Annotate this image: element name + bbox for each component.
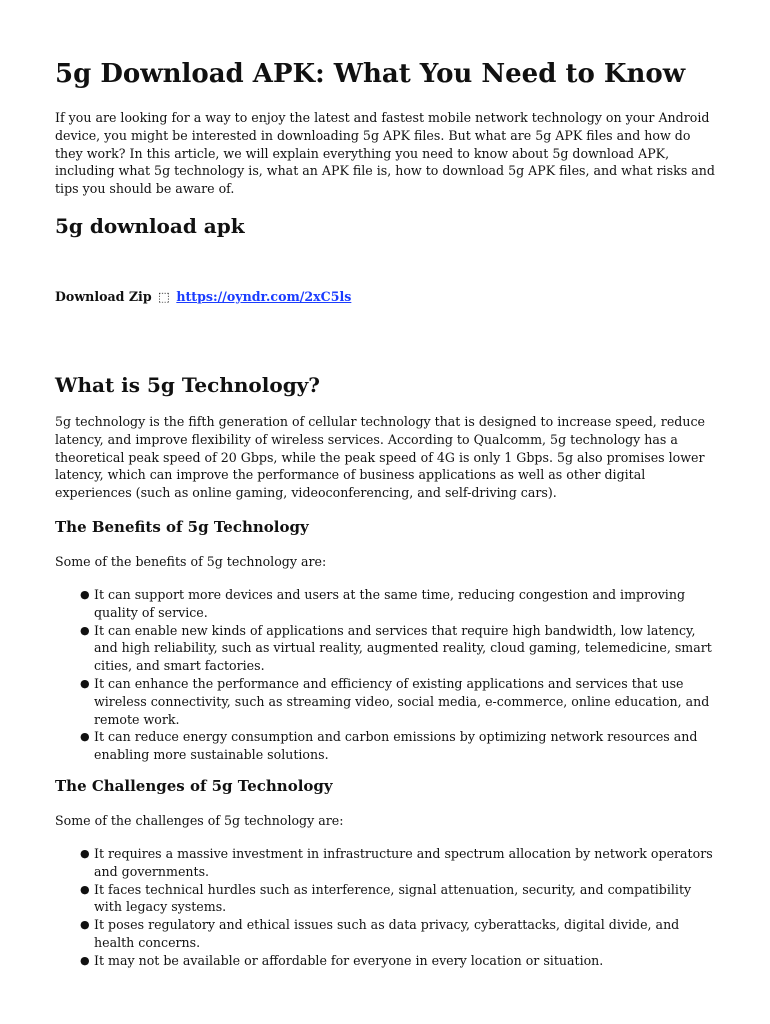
bullet-icon: ● <box>80 730 90 744</box>
list-item-text: It can enhance the performance and efficiency of existing applications and services that use wireless connectivity, such as streaming video, social media, e-commerce, online education, and remote work. <box>94 675 710 727</box>
what-paragraph: 5g technology is the fifth generation of cellular technology that is designed to increase speed, reduce latency, and improve flexibility of wireless services. According to Qualcomm, 5g technology has a theoretical peak speed of 20 Gbps, while the peak speed of 4G is only 1 Gbps. 5g also promises lower latency, which can improve the performance of business applications as well as other digital experiences (such as online gaming, videoconferencing, and self-driving cars). <box>55 414 705 501</box>
list-item <box>55 952 717 970</box>
list-item <box>55 881 717 917</box>
list-item-text: It can enable new kinds of applications and services that require high bandwidth, low latency, and high reliability, such as virtual reality, augmented reality, cloud gaming, telemedicine, smart cities, and smart factories. <box>94 622 712 674</box>
list-item <box>55 622 717 675</box>
section-heading-apk: 5g download apk <box>55 214 245 238</box>
bullet-icon: ● <box>80 676 90 690</box>
benefits-heading: The Benefits of 5g Technology <box>55 518 309 536</box>
list-item <box>55 728 717 764</box>
download-link[interactable]: https://oyndr.com/2xC5ls <box>176 289 352 304</box>
list-item-text: It requires a massive investment in infrastructure and spectrum allocation by network operators and governments. <box>94 846 713 879</box>
section-heading-what: What is 5g Technology? <box>55 373 321 397</box>
list-item-text: It may not be available or affordable for everyone in every location or situation. <box>94 952 604 968</box>
list-item <box>55 916 717 952</box>
challenges-list <box>55 845 717 970</box>
page-title: 5g Download APK: What You Need to Know <box>55 59 686 89</box>
challenges-intro: Some of the challenges of 5g technology are: <box>55 813 344 828</box>
bullet-icon: ● <box>80 918 90 932</box>
download-icon: ⬚ <box>158 289 170 304</box>
list-item-text: It can reduce energy consumption and carbon emissions by optimizing network resources and enabling more sustainable solutions. <box>94 729 698 763</box>
bullet-icon: ● <box>80 588 90 601</box>
benefits-intro: Some of the benefits of 5g technology are: <box>55 554 327 569</box>
list-item <box>55 845 717 881</box>
challenges-heading: The Challenges of 5g Technology <box>55 777 333 795</box>
intro-paragraph: If you are looking for a way to enjoy the latest and fastest mobile network technology on your Android device, you might be interested in downloading 5g APK files. But what are 5g APK files and how do they work? In this article, we will explain everything you need to know about 5g download APK, including what 5g technology is, what an APK file is, how to download 5g APK files, and what risks and tips you should be aware of. <box>55 110 715 197</box>
list-item-text: It poses regulatory and ethical issues such as data privacy, cyberattacks, digital divide, and health concerns. <box>94 917 680 950</box>
list-item-text: It faces technical hurdles such as interference, signal attenuation, security, and compatibility with legacy systems. <box>94 881 692 915</box>
download-label: Download Zip <box>55 289 152 304</box>
benefits-list <box>55 586 717 764</box>
bullet-icon: ● <box>80 953 90 967</box>
bullet-icon: ● <box>80 623 90 637</box>
download-line <box>55 288 351 306</box>
bullet-icon: ● <box>80 882 90 896</box>
list-item-text: It can support more devices and users at the same time, reducing congestion and improving quality of service. <box>94 587 686 620</box>
bullet-icon: ● <box>80 847 90 860</box>
list-item <box>55 586 717 622</box>
list-item <box>55 675 717 728</box>
